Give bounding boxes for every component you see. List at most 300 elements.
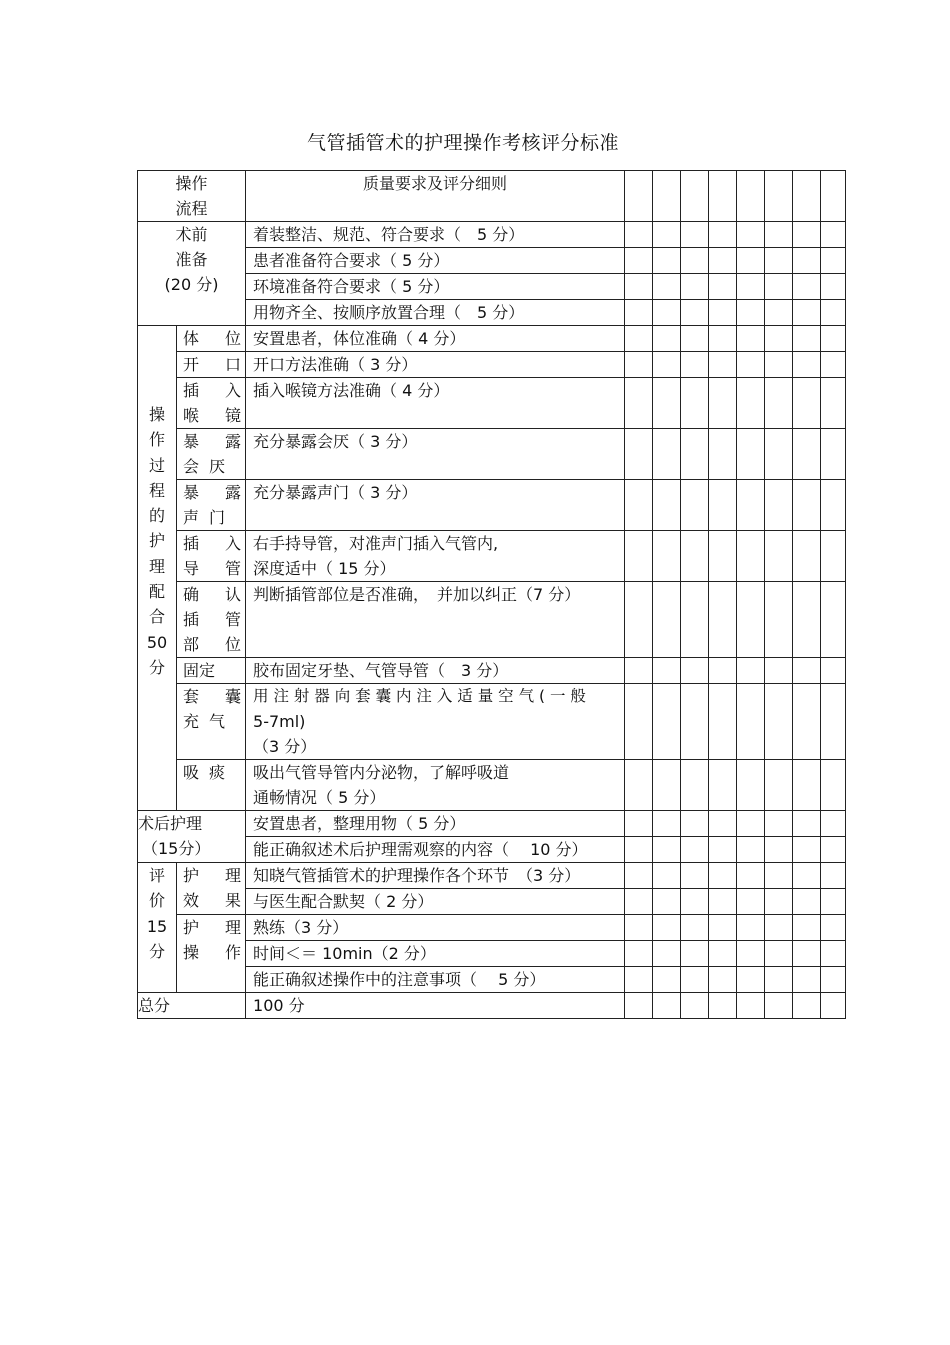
document-title: 气管插管术的护理操作考核评分标准 [306, 132, 619, 154]
step-name-char: 露 [225, 432, 242, 451]
score-cell [625, 429, 653, 480]
evaluation-sub-char: 效 [183, 891, 200, 910]
preop-item: 环境准备符合要求（ 5 分） [246, 274, 625, 300]
score-cell [681, 967, 709, 993]
score-cell [821, 967, 846, 993]
score-cell [793, 760, 821, 811]
score-cell [681, 993, 709, 1019]
evaluation-row [138, 915, 846, 941]
score-cell [821, 378, 846, 429]
step-name-cell [177, 582, 246, 658]
score-cell [737, 760, 765, 811]
score-cell [625, 378, 653, 429]
score-cell [709, 889, 737, 915]
score-cell [653, 352, 681, 378]
score-cell [681, 863, 709, 889]
score-cell [653, 300, 681, 326]
step-name-char: 气 [209, 712, 226, 731]
evaluation-label-char: 15 [146, 916, 168, 936]
step-name-char: 导 [183, 559, 200, 578]
score-cell [709, 429, 737, 480]
score-cell [709, 915, 737, 941]
score-cell [625, 889, 653, 915]
score-cell [653, 429, 681, 480]
process-label-cell [138, 326, 177, 811]
header-process-label-1: 操作 [175, 174, 208, 193]
preop-row [138, 222, 846, 248]
score-cell [625, 300, 653, 326]
step-requirement: 插入喉镜方法准确（ 4 分） [246, 378, 625, 429]
total-label: 总分 [138, 993, 246, 1019]
score-cell [681, 582, 709, 658]
score-cell [821, 274, 846, 300]
score-cell [737, 889, 765, 915]
score-cell [793, 274, 821, 300]
score-cell [709, 967, 737, 993]
step-requirement-line: 通畅情况（ 5 分） [253, 788, 386, 807]
step-requirement: 判断插管部位是否准确， 并加以纠正（7 分） [246, 582, 625, 658]
evaluation-sub-char: 作 [225, 943, 242, 962]
score-cell [737, 993, 765, 1019]
score-cell [737, 300, 765, 326]
score-cell [765, 658, 793, 684]
score-cell [737, 531, 765, 582]
score-cell [821, 941, 846, 967]
score-cell [793, 837, 821, 863]
score-cell [625, 171, 653, 222]
process-label-char: 50 [146, 632, 168, 652]
score-cell [821, 582, 846, 658]
evaluation-sub-char: 果 [225, 891, 242, 910]
score-cell [793, 684, 821, 760]
step-name-char: 入 [225, 534, 242, 553]
process-label-char: 操 [148, 405, 165, 424]
score-cell [625, 531, 653, 582]
score-cell [737, 326, 765, 352]
score-cell [709, 274, 737, 300]
score-cell [681, 352, 709, 378]
score-cell [653, 326, 681, 352]
score-cell [765, 171, 793, 222]
score-cell [765, 993, 793, 1019]
step-name-cell [177, 429, 246, 480]
score-cell [765, 429, 793, 480]
preop-label-2: 准备 [175, 250, 208, 269]
total-row [138, 993, 846, 1019]
score-cell [653, 248, 681, 274]
process-label-char: 合 [148, 607, 165, 627]
score-cell [821, 300, 846, 326]
score-cell [765, 274, 793, 300]
evaluation-item: 知晓气管插管术的护理操作各个环节 （3 分） [246, 863, 625, 889]
postop-row [138, 811, 846, 837]
score-cell [625, 480, 653, 531]
score-cell [765, 480, 793, 531]
score-cell [709, 863, 737, 889]
score-cell [821, 837, 846, 863]
score-cell [681, 531, 709, 582]
score-cell [709, 760, 737, 811]
evaluation-row [138, 863, 846, 889]
score-cell [625, 582, 653, 658]
step-requirement-line: 用 注 射 器 向 套 囊 内 注 入 适 量 空 气 ( 一 般 [253, 687, 586, 705]
score-cell [765, 352, 793, 378]
process-row [138, 658, 846, 684]
step-name-char: 痰 [209, 763, 226, 782]
step-name-cell [177, 352, 246, 378]
score-cell [653, 582, 681, 658]
step-name-char: 喉 [183, 406, 200, 425]
step-name-cell [177, 684, 246, 760]
score-cell [821, 326, 846, 352]
score-cell [765, 378, 793, 429]
score-cell [737, 915, 765, 941]
process-row [138, 684, 846, 760]
header-process-label-2: 流程 [175, 199, 208, 218]
score-cell [737, 248, 765, 274]
score-cell [821, 222, 846, 248]
step-name-char: 部 [183, 635, 200, 654]
score-cell [625, 915, 653, 941]
process-label-char: 理 [148, 556, 165, 576]
step-name-char: 口 [225, 355, 242, 374]
score-cell [821, 684, 846, 760]
score-cell [625, 837, 653, 863]
process-label-char: 护 [148, 531, 165, 551]
score-cell [765, 531, 793, 582]
score-cell [793, 941, 821, 967]
score-cell [821, 480, 846, 531]
process-label-char: 的 [148, 506, 165, 526]
step-name-char: 吸 [183, 763, 200, 782]
score-cell [793, 352, 821, 378]
score-cell [821, 811, 846, 837]
score-cell [653, 863, 681, 889]
score-cell [821, 531, 846, 582]
score-cell [737, 811, 765, 837]
score-cell [709, 837, 737, 863]
score-cell [709, 684, 737, 760]
step-requirement-line: 右手持导管，对准声门插入气管内, [253, 534, 499, 553]
score-cell [653, 274, 681, 300]
score-cell [821, 889, 846, 915]
score-cell [625, 967, 653, 993]
step-name-char: 充 [183, 712, 200, 731]
score-cell [737, 658, 765, 684]
score-cell [625, 658, 653, 684]
score-cell [653, 658, 681, 684]
score-cell [681, 658, 709, 684]
process-label-char: 配 [148, 582, 165, 602]
step-requirement [246, 684, 625, 760]
step-name-char: 镜 [225, 406, 242, 425]
score-cell [737, 171, 765, 222]
evaluation-item: 能正确叙述操作中的注意事项（ 5 分） [246, 967, 625, 993]
score-cell [681, 222, 709, 248]
step-name-char: 开 [183, 355, 200, 374]
preop-label-cell [138, 222, 246, 326]
score-cell [793, 863, 821, 889]
evaluation-sub-operation [177, 915, 246, 993]
score-cell [737, 378, 765, 429]
score-cell [681, 889, 709, 915]
step-name-cell [177, 378, 246, 429]
step-name-char: 厌 [209, 457, 226, 476]
score-cell [625, 760, 653, 811]
step-name-char: 插 [183, 534, 200, 553]
evaluation-sub-char: 理 [225, 918, 242, 937]
step-requirement: 安置患者，体位准确（ 4 分） [246, 326, 625, 352]
step-requirement [246, 760, 625, 811]
score-cell [681, 480, 709, 531]
process-label-char: 程 [148, 480, 165, 500]
score-cell [653, 531, 681, 582]
score-cell [681, 684, 709, 760]
scoring-table [137, 170, 846, 1019]
step-name-char: 露 [225, 483, 242, 502]
score-cell [653, 378, 681, 429]
score-cell [653, 811, 681, 837]
score-cell [681, 429, 709, 480]
score-cell [653, 941, 681, 967]
evaluation-sub-char: 理 [225, 866, 242, 885]
score-cell [737, 837, 765, 863]
evaluation-label-cell [138, 863, 177, 993]
evaluation-item: 时间＜＝ 10min（2 分） [246, 941, 625, 967]
score-cell [793, 429, 821, 480]
score-cell [821, 352, 846, 378]
score-cell [681, 837, 709, 863]
step-name-char: 套 [183, 687, 200, 706]
process-label-char: 分 [148, 657, 165, 677]
score-cell [681, 811, 709, 837]
score-cell [793, 658, 821, 684]
score-cell [793, 326, 821, 352]
score-cell [681, 915, 709, 941]
score-cell [625, 352, 653, 378]
score-cell [653, 993, 681, 1019]
postop-item: 能正确叙述术后护理需观察的内容（ 10 分） [246, 837, 625, 863]
step-requirement: 胶布固定牙垫、气管导管（ 3 分） [246, 658, 625, 684]
score-cell [709, 941, 737, 967]
process-row [138, 480, 846, 531]
score-cell [765, 684, 793, 760]
header-requirements-cell: 质量要求及评分细则 [246, 171, 625, 222]
evaluation-sub-effect [177, 863, 246, 915]
score-cell [625, 274, 653, 300]
score-cell [681, 274, 709, 300]
process-row [138, 378, 846, 429]
score-cell [737, 941, 765, 967]
postop-item: 安置患者，整理用物（ 5 分） [246, 811, 625, 837]
evaluation-label-char: 价 [148, 891, 165, 911]
preop-item: 用物齐全、按顺序放置合理（ 5 分） [246, 300, 625, 326]
score-cell [681, 171, 709, 222]
score-cell [625, 863, 653, 889]
score-cell [709, 811, 737, 837]
score-cell [765, 811, 793, 837]
score-cell [737, 684, 765, 760]
step-name-char: 插 [183, 610, 200, 629]
step-name-char: 位 [225, 635, 242, 654]
step-requirement: 充分暴露会厌（ 3 分） [246, 429, 625, 480]
score-cell [821, 171, 846, 222]
score-cell [709, 658, 737, 684]
score-cell [625, 993, 653, 1019]
score-cell [793, 967, 821, 993]
score-cell [793, 171, 821, 222]
preop-label-1: 术前 [175, 225, 208, 244]
score-cell [821, 915, 846, 941]
score-cell [765, 326, 793, 352]
step-name-char: 位 [225, 329, 242, 348]
process-label-char: 作 [148, 430, 165, 450]
score-cell [765, 760, 793, 811]
score-cell [765, 967, 793, 993]
score-cell [709, 300, 737, 326]
step-name-char: 声 [183, 508, 200, 527]
header-process-cell [138, 171, 246, 222]
score-cell [681, 378, 709, 429]
step-requirement [246, 531, 625, 582]
score-cell [793, 915, 821, 941]
step-name-char: 插 [183, 381, 200, 400]
process-row [138, 429, 846, 480]
score-cell [737, 274, 765, 300]
score-cell [653, 837, 681, 863]
score-cell [653, 760, 681, 811]
score-cell [793, 889, 821, 915]
step-name-char: 体 [183, 329, 200, 348]
process-row [138, 326, 846, 352]
step-requirement: 开口方法准确（ 3 分） [246, 352, 625, 378]
step-requirement-line: 5-7ml) [253, 712, 306, 731]
score-cell [793, 811, 821, 837]
step-requirement-line: （3 分） [253, 737, 317, 756]
score-cell [653, 915, 681, 941]
score-cell [793, 222, 821, 248]
score-cell [793, 248, 821, 274]
step-requirement-line: 深度适中（ 15 分） [253, 559, 396, 578]
step-name-char: 囊 [225, 687, 242, 706]
score-cell [793, 300, 821, 326]
postop-label-1: 术后护理 [138, 814, 203, 833]
score-cell [765, 915, 793, 941]
score-cell [765, 300, 793, 326]
score-cell [737, 863, 765, 889]
score-cell [765, 889, 793, 915]
process-row [138, 352, 846, 378]
step-name-char: 入 [225, 381, 242, 400]
step-name-cell [177, 760, 246, 811]
step-name-char: 会 [183, 457, 200, 476]
process-row [138, 760, 846, 811]
score-cell [653, 222, 681, 248]
step-name-char: 暴 [183, 432, 200, 451]
score-cell [625, 811, 653, 837]
preop-item: 患者准备符合要求（ 5 分） [246, 248, 625, 274]
score-cell [793, 378, 821, 429]
preop-label-3: (20 分) [164, 275, 219, 294]
score-cell [709, 531, 737, 582]
score-cell [737, 967, 765, 993]
process-row [138, 531, 846, 582]
score-cell [625, 326, 653, 352]
score-cell [681, 326, 709, 352]
score-cell [737, 352, 765, 378]
score-cell [765, 837, 793, 863]
score-cell [765, 582, 793, 658]
score-cell [765, 222, 793, 248]
postop-label-cell [138, 811, 246, 863]
step-requirement-line: 吸出气管导管内分泌物，了解呼吸道 [253, 763, 510, 782]
step-name-cell [177, 531, 246, 582]
total-value: 100 分 [246, 993, 625, 1019]
score-cell [821, 863, 846, 889]
score-cell [821, 658, 846, 684]
evaluation-sub-char: 护 [183, 866, 200, 885]
evaluation-item: 与医生配合默契（ 2 分） [246, 889, 625, 915]
step-name-char: 管 [225, 610, 242, 629]
evaluation-item: 熟练（3 分） [246, 915, 625, 941]
score-cell [625, 941, 653, 967]
score-cell [821, 993, 846, 1019]
score-cell [793, 993, 821, 1019]
step-name-char: 确 [183, 585, 200, 604]
evaluation-sub-char: 护 [183, 918, 200, 937]
score-cell [653, 967, 681, 993]
score-cell [821, 429, 846, 480]
score-cell [681, 941, 709, 967]
score-cell [793, 480, 821, 531]
header-row [138, 171, 846, 222]
score-cell [793, 582, 821, 658]
step-name-char: 认 [225, 585, 242, 604]
score-cell [709, 993, 737, 1019]
score-cell [737, 429, 765, 480]
score-cell [821, 248, 846, 274]
score-cell [765, 248, 793, 274]
score-cell [737, 582, 765, 658]
score-cell [737, 480, 765, 531]
score-cell [765, 863, 793, 889]
step-name-cell [177, 480, 246, 531]
score-cell [681, 760, 709, 811]
score-cell [709, 582, 737, 658]
score-cell [709, 248, 737, 274]
score-cell [737, 222, 765, 248]
score-cell [681, 300, 709, 326]
score-cell [709, 171, 737, 222]
process-row [138, 582, 846, 658]
evaluation-label-char: 评 [148, 866, 165, 885]
score-cell [625, 684, 653, 760]
score-cell [709, 480, 737, 531]
postop-label-2: （15分） [142, 839, 211, 858]
score-cell [709, 378, 737, 429]
step-name-char: 暴 [183, 483, 200, 502]
score-cell [625, 248, 653, 274]
evaluation-sub-char: 操 [183, 943, 200, 962]
step-name-char: 门 [209, 508, 226, 527]
score-cell [765, 941, 793, 967]
preop-item: 着装整洁、规范、符合要求（ 5 分） [246, 222, 625, 248]
score-cell [653, 480, 681, 531]
step-name-char: 管 [225, 559, 242, 578]
step-requirement: 充分暴露声门（ 3 分） [246, 480, 625, 531]
score-cell [653, 889, 681, 915]
evaluation-label-char: 分 [148, 941, 165, 961]
